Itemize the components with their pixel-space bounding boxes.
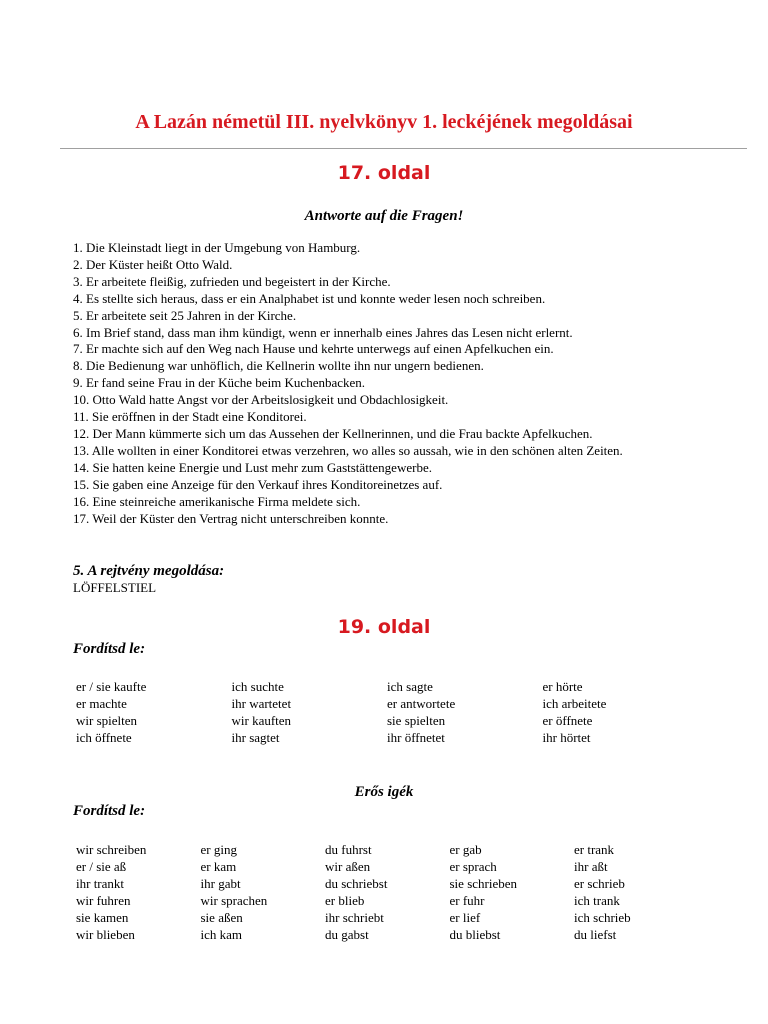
- table-cell: ihr gabt: [200, 876, 241, 891]
- questions-subtitle: Antworte auf die Fragen!: [304, 208, 464, 224]
- answer-item: 17. Weil der Küster den Vertrag nicht unterschreiben konnte.: [73, 510, 389, 526]
- answers-list: [73, 240, 713, 527]
- table-cell: sie aßen: [200, 910, 243, 925]
- table-row: [76, 678, 698, 695]
- answer-item: 2. Der Küster heißt Otto Wald.: [73, 256, 233, 272]
- table-cell: ich arbeitete: [542, 696, 607, 711]
- table-cell: ihr hörtet: [542, 730, 591, 745]
- table-cell: wir aßen: [325, 859, 371, 874]
- table-cell: sie kamen: [76, 910, 129, 925]
- table-row: [76, 729, 698, 746]
- table-row: [76, 892, 699, 909]
- answer-item: 9. Er fand seine Frau in der Küche beim Kuchenbacken.: [73, 375, 366, 391]
- table-cell: sie spielten: [387, 713, 446, 728]
- answer-item: 5. Er arbeitete seit 25 Jahren in der Kirche.: [73, 307, 297, 323]
- table-cell: wir schreiben: [76, 842, 147, 857]
- table-cell: du schriebst: [325, 876, 388, 891]
- table-row: [76, 875, 699, 892]
- table-cell: er lief: [449, 910, 481, 925]
- answer-item: 7. Er machte sich auf den Weg nach Hause und kehrte unterwegs auf einen Apfelkuchen ein.: [73, 341, 554, 357]
- translate-heading: Fordítsd le:: [73, 641, 146, 657]
- table-cell: ihr schriebt: [325, 910, 384, 925]
- weak-verbs-table: [76, 678, 698, 746]
- answer-item: 13. Alle wollten in einer Konditorei etwas verzehren, wo alles so aussah, wie in den schönen alten Zeiten.: [73, 442, 623, 458]
- answer-item: 1. Die Kleinstadt liegt in der Umgebung von Hamburg.: [73, 240, 361, 255]
- table-cell: sie schrieben: [449, 876, 518, 891]
- table-row: [76, 712, 698, 729]
- table-cell: wir sprachen: [200, 893, 268, 908]
- table-cell: er / sie aß: [76, 859, 127, 874]
- table-cell: ich öffnete: [76, 730, 132, 745]
- table-cell: er / sie kaufte: [76, 679, 147, 694]
- table-cell: ich schrieb: [574, 910, 631, 925]
- table-cell: er antwortete: [387, 696, 456, 711]
- table-cell: er blieb: [325, 893, 365, 908]
- table-cell: er fuhr: [449, 893, 485, 908]
- answer-item: 3. Er arbeitete fleißig, zufrieden und begeistert in der Kirche.: [73, 273, 391, 289]
- table-row: [76, 909, 699, 926]
- table-cell: er sprach: [449, 859, 497, 874]
- table-row: [76, 926, 699, 943]
- table-cell: wir fuhren: [76, 893, 131, 908]
- table-row: [76, 695, 698, 712]
- answer-item: 4. Es stellte sich heraus, dass er ein Analphabet ist und konnte weder lesen noch schreiben.: [73, 290, 546, 306]
- table-cell: ich trank: [574, 893, 620, 908]
- table-cell: du liefst: [574, 927, 617, 942]
- strong-verbs-heading: Erős igék: [354, 784, 414, 800]
- table-row: [76, 858, 699, 875]
- table-cell: er öffnete: [542, 713, 593, 728]
- table-cell: du gabst: [325, 927, 369, 942]
- table-cell: wir blieben: [76, 927, 135, 942]
- answer-item: 16. Eine steinreiche amerikanische Firma meldete sich.: [73, 493, 361, 509]
- puzzle-heading: 5. A rejtvény megoldása:: [73, 563, 225, 579]
- answer-item: 6. Im Brief stand, dass man ihm kündigt, wenn er innerhalb eines Jahres das Lesen nicht erlernt.: [73, 324, 573, 340]
- table-cell: ich sagte: [387, 679, 433, 694]
- translate-heading-2: Fordítsd le:: [73, 803, 146, 819]
- table-cell: du bliebst: [449, 927, 501, 942]
- table-cell: ich kam: [200, 927, 243, 942]
- table-cell: er kam: [200, 859, 237, 874]
- document-title: A Lazán németül III. nyelvkönyv 1. leckéjének megoldásai: [135, 111, 633, 133]
- table-cell: er schrieb: [574, 876, 625, 891]
- table-cell: ich suchte: [231, 679, 284, 694]
- table-cell: du fuhrst: [325, 842, 372, 857]
- answer-item: 14. Sie hatten keine Energie und Lust mehr zum Gaststättengewerbe.: [73, 459, 432, 475]
- table-cell: er ging: [200, 842, 237, 857]
- answer-item: 11. Sie eröffnen in der Stadt eine Konditorei.: [73, 409, 307, 425]
- page-19-heading: 19. oldal: [337, 616, 431, 638]
- table-cell: wir spielten: [76, 713, 138, 728]
- table-cell: er hörte: [542, 679, 583, 694]
- table-row: [76, 841, 699, 858]
- table-cell: ihr öffnetet: [387, 730, 445, 745]
- table-cell: ihr sagtet: [231, 730, 280, 745]
- puzzle-answer: LÖFFELSTIEL: [73, 580, 157, 595]
- strong-verbs-table: [76, 841, 699, 943]
- page-17-heading: 17. oldal: [337, 162, 431, 184]
- table-cell: ihr trankt: [76, 876, 125, 891]
- table-cell: er trank: [574, 842, 615, 857]
- answer-item: 15. Sie gaben eine Anzeige für den Verkauf ihres Konditoreinetzes auf.: [73, 476, 443, 492]
- table-cell: er machte: [76, 696, 127, 711]
- table-cell: ihr wartetet: [231, 696, 292, 711]
- answer-item: 8. Die Bedienung war unhöflich, die Kellnerin wollte ihn nur ungern bedienen.: [73, 358, 484, 374]
- table-cell: wir kauften: [231, 713, 292, 728]
- answer-item: 12. Der Mann kümmerte sich um das Aussehen der Kellnerinnen, und die Frau backte Apfelkuchen.: [73, 425, 593, 441]
- table-cell: er gab: [449, 842, 482, 857]
- table-cell: ihr aßt: [574, 859, 608, 874]
- answer-item: 10. Otto Wald hatte Angst vor der Arbeitslosigkeit und Obdachlosigkeit.: [73, 392, 449, 408]
- title-divider: [60, 148, 747, 149]
